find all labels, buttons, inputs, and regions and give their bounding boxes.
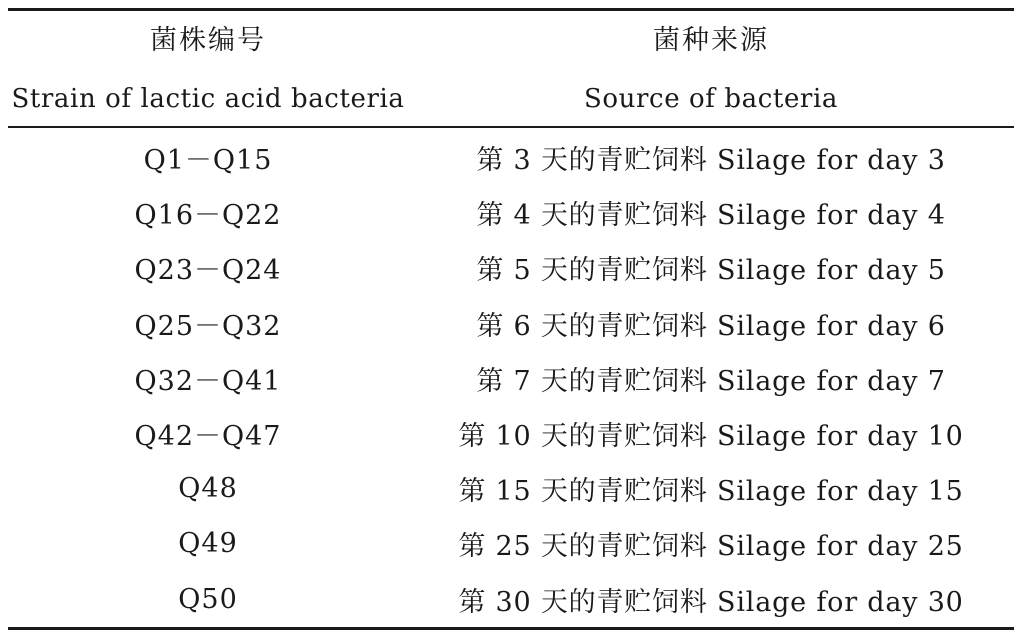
- header-strain-cn: 菌株编号: [150, 24, 266, 56]
- table-bottom-rule: [8, 627, 1014, 630]
- table-row: [8, 572, 1014, 627]
- strain-cell: Q25－Q32: [134, 310, 282, 342]
- table-row: [8, 351, 1014, 406]
- header-strain-column: [8, 11, 408, 126]
- table-row: [8, 406, 1014, 461]
- header-source-en: Source of bacteria: [584, 83, 838, 114]
- strain-cell: Q16－Q22: [134, 200, 282, 232]
- source-cell: 第 7 天的青贮饲料 Silage for day 7: [476, 365, 946, 397]
- header-strain-en: Strain of lactic acid bacteria: [11, 83, 405, 114]
- source-cell: 第 6 天的青贮饲料 Silage for day 6: [476, 310, 946, 342]
- table-body: [8, 128, 1014, 627]
- table-row: [8, 185, 1014, 240]
- source-cell: 第 15 天的青贮饲料 Silage for day 15: [458, 476, 964, 508]
- strain-cell: Q49: [178, 528, 238, 560]
- strain-cell: Q23－Q24: [134, 255, 282, 287]
- source-cell: 第 4 天的青贮饲料 Silage for day 4: [476, 200, 946, 232]
- strain-cell: Q42－Q47: [134, 421, 282, 453]
- table-row: [8, 296, 1014, 351]
- strain-cell: Q48: [178, 473, 238, 505]
- strain-cell: Q50: [178, 583, 238, 615]
- table-header: [8, 11, 1014, 126]
- source-cell: 第 3 天的青贮饲料 Silage for day 3: [476, 145, 946, 177]
- header-source-cn: 菌种来源: [653, 24, 769, 56]
- table-row: [8, 130, 1014, 185]
- table-row: [8, 240, 1014, 295]
- source-cell: 第 10 天的青贮饲料 Silage for day 10: [458, 421, 964, 453]
- source-cell: 第 30 天的青贮饲料 Silage for day 30: [458, 586, 964, 618]
- header-source-column: [408, 11, 1014, 126]
- table-row: [8, 516, 1014, 571]
- strain-cell: Q32－Q41: [134, 365, 282, 397]
- source-cell: 第 25 天的青贮饲料 Silage for day 25: [458, 531, 964, 563]
- strain-cell: Q1－Q15: [143, 145, 273, 177]
- source-cell: 第 5 天的青贮饲料 Silage for day 5: [476, 255, 946, 287]
- table-row: [8, 461, 1014, 516]
- strain-source-table: [8, 8, 1014, 630]
